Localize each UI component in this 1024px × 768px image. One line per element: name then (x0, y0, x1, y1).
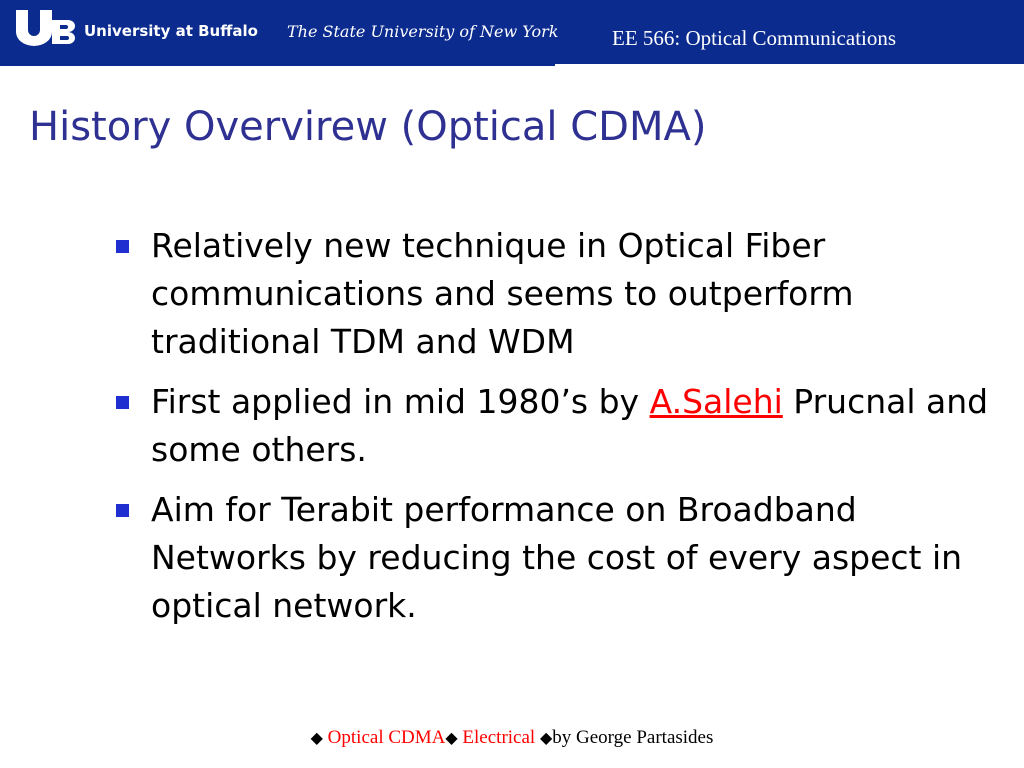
bullet-item (116, 486, 996, 630)
salehi-link[interactable]: A.Salehi (649, 382, 783, 421)
diamond-icon: ◆ (310, 730, 323, 747)
bullet-text: Aim for Terabit performance on Broadband Networks by reducing the cost of every aspect in optical network. (151, 490, 963, 625)
bullet-text: First applied in mid 1980’s by (151, 382, 650, 421)
university-name: University at Buffalo (84, 22, 258, 40)
state-university-name: The State University of New York (287, 22, 559, 41)
diamond-icon: ◆ (445, 730, 458, 747)
footer-credit: by George Partasides (552, 727, 714, 748)
course-title: EE 566: Optical Communications (612, 26, 897, 50)
optical-cdma-link[interactable]: Optical CDMA (327, 727, 446, 748)
bullet-list (116, 222, 996, 642)
ub-logo-icon (12, 8, 80, 48)
footer (0, 727, 1024, 749)
header-banner (0, 0, 1024, 64)
diamond-icon: ◆ (539, 730, 553, 747)
bullet-text: Prucnal and some others. (151, 382, 989, 469)
bullet-item (116, 378, 996, 474)
electrical-link[interactable]: Electrical (462, 727, 536, 748)
square-bullet-icon (116, 504, 129, 517)
slide-title: History Overvirew (Optical CDMA) (29, 104, 707, 150)
square-bullet-icon (116, 240, 129, 253)
banner-accent-line (0, 64, 555, 66)
bullet-item (116, 222, 996, 366)
bullet-text: Relatively new technique in Optical Fiber communications and seems to outperform traditional TDM and WDM (151, 226, 854, 361)
square-bullet-icon (116, 396, 129, 409)
